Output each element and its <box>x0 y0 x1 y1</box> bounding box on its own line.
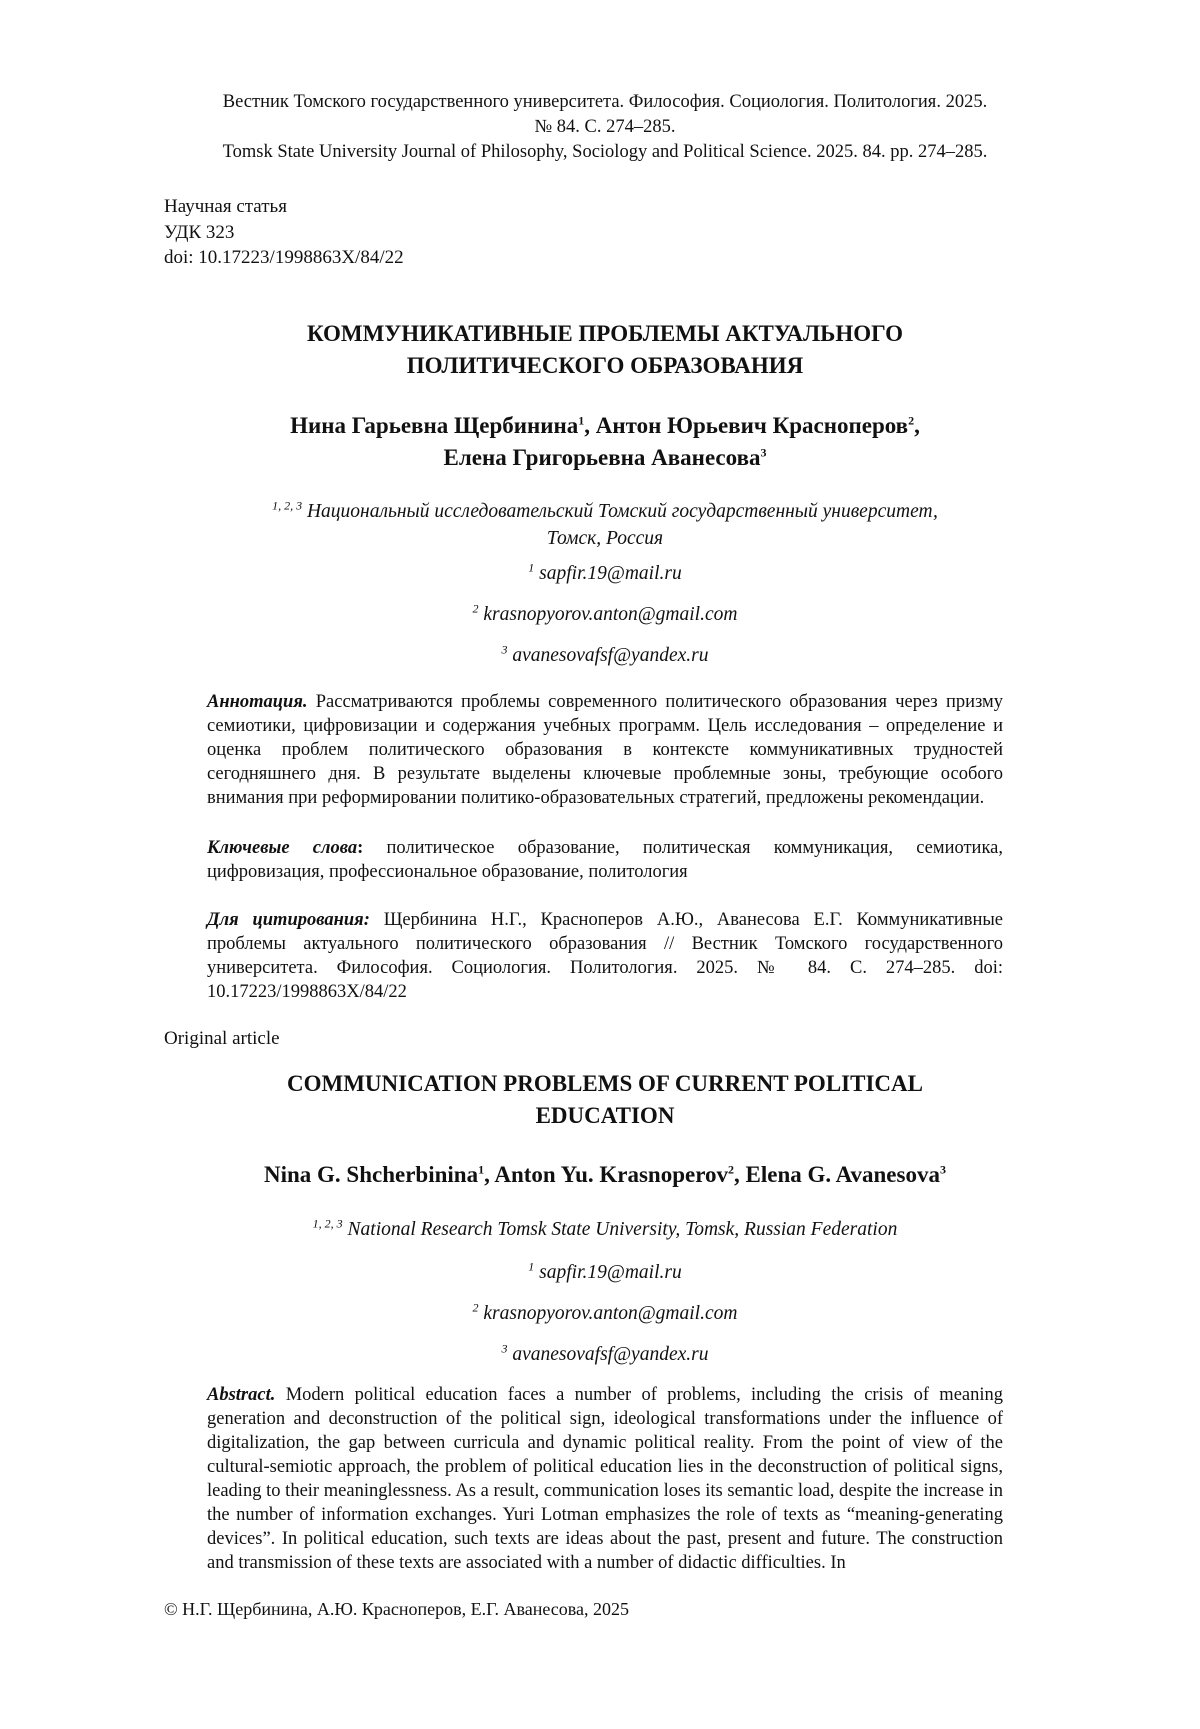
article-type-ru: Научная статья <box>164 196 287 217</box>
citation-ru <box>207 908 1003 1004</box>
author-en-3: Elena G. Avanesova <box>745 1162 940 1187</box>
abstract-ru <box>207 690 1003 810</box>
abstract-en-label: Abstract. <box>207 1385 276 1405</box>
copyright: © Н.Г. Щербинина, А.Ю. Красноперов, Е.Г. Аванесова, 2025 <box>164 1599 630 1619</box>
email-en-1[interactable]: sapfir.19@mail.ru <box>539 1262 682 1283</box>
email-en-3-sup: 3 <box>501 1341 508 1356</box>
article-meta <box>164 194 404 271</box>
email-ru-1-row <box>150 562 1060 587</box>
cite-ru-text: Щербинина Н.Г., Красноперов А.Ю., Аванесова Е.Г. Коммуникативные проблемы актуального политического образования // Вестник Томского государственного университета. Философия. Социология. Политология. 2025. № 84. С. 274–285. doi: 10.17223/1998863X/84/22 <box>207 910 1003 1003</box>
email-ru-3-row <box>150 644 1060 669</box>
email-ru-2[interactable]: krasnopyorov.anton@gmail.com <box>483 604 738 625</box>
affil-en-text: National Research Tomsk State University, Tomsk, Russian Federation <box>347 1219 898 1240</box>
keywords-ru-text: политическое образование, политическая коммуникация, семиотика, цифровизация, профессиональное образование, политология <box>207 838 1004 883</box>
abstract-ru-text: Рассматриваются проблемы современного политического образования через призму семиотики, цифровизации и содержания учебных программ. Цель исследования – определение и оценка проблем политического образования в контексте коммуникативных трудностей сегодняшнего дня. В результате выделены ключевые проблемные зоны, требующие особого внимания при реформировании политико-образовательных стратегий, предложены рекомендации. <box>207 692 1003 809</box>
affil-ru-line1: Национальный исследовательский Томский государственный университет, <box>306 501 938 522</box>
title-ru-line2: ПОЛИТИЧЕСКОГО ОБРАЗОВАНИЯ <box>406 352 804 378</box>
email-ru-1[interactable]: sapfir.19@mail.ru <box>539 563 682 584</box>
author-en-3-sup: 3 <box>939 1162 946 1177</box>
author-ru-2-sup: 2 <box>908 413 915 428</box>
affiliation-en <box>150 1218 1060 1243</box>
authors-ru: Нина Гарьевна Щербинина$^1$, Антон Юрьевич Красноперов$^2$, Елена Григорьевна Аванесова$^3$ <box>290 413 920 470</box>
author-ru-2: Антон Юрьевич Красноперов <box>595 413 909 438</box>
journal-en: Tomsk State University Journal of Philosophy, Sociology and Political Science. 2025. 84. pp. 274–285. <box>222 141 988 162</box>
author-en-2: Anton Yu. Krasnoperov <box>494 1162 729 1187</box>
email-ru-2-row <box>150 603 1060 628</box>
author-ru-1-sup: 1 <box>578 413 585 428</box>
journal-header <box>150 90 1060 165</box>
title-ru-line1: КОММУНИКАТИВНЫЕ ПРОБЛЕМЫ АКТУАЛЬНОГО <box>306 321 904 346</box>
author-ru-3: Елена Григорьевна Аванесова <box>443 444 761 470</box>
title-en-line1: COMMUNICATION PROBLEMS OF CURRENT POLITICAL <box>287 1071 923 1096</box>
email-en-3-row <box>150 1343 1060 1368</box>
journal-ru-line1: Вестник Томского государственного университета. Философия. Социология. Политология. 2025. <box>222 92 988 112</box>
email-en-2-row <box>150 1302 1060 1327</box>
cite-ru-label: Для цитирования: <box>207 910 370 930</box>
article-type-en: Original article <box>164 1028 280 1049</box>
title-en <box>150 1068 1060 1131</box>
authors-en: Nina G. Shcherbinina$^1$, Anton Yu. Krasnoperov$^2$, Elena G. Avanesova$^3$ <box>264 1162 946 1187</box>
abstract-en <box>207 1383 1003 1575</box>
author-ru-1: Нина Гарьевна Щербинина <box>290 413 579 438</box>
author-en-1-sup: 1 <box>478 1162 485 1177</box>
keywords-ru: Ключевые слова: политическое образование, политическая коммуникация, семиотика, цифровизация, профессиональное образование, политология <box>207 838 1004 883</box>
abstract-en-text: Modern political education faces a number of problems, including the crisis of meaning generation and deconstruction of the political sign, ideological transformations under the influence of digitalization, the gap between curricula and dynamic political reality. From the point of view of the cultural-semiotic approach, the problem of political education lies in the deconstruction of political signs, leading to their meaninglessness. As a result, communication loses its semantic load, despite the increase in the number of information exchanges. Yuri Lotman emphasizes the role of texts as “meaning-generating devices”. In political education, such texts are ideas about the past, present and future. The construction and transmission of these texts are associated with a number of didactic difficulties. In <box>207 1385 1004 1574</box>
email-en-2[interactable]: krasnopyorov.anton@gmail.com <box>483 1303 738 1324</box>
journal-ru-line2: № 84. С. 274–285. <box>534 116 676 137</box>
email-ru-3-sup: 3 <box>501 642 508 657</box>
email-en-1-row <box>150 1261 1060 1286</box>
author-ru-3-sup: 3 <box>760 445 767 460</box>
title-en-line2: EDUCATION <box>535 1102 675 1128</box>
email-en-2-sup: 2 <box>472 1300 479 1315</box>
email-ru-3[interactable]: avanesovafsf@yandex.ru <box>512 645 709 666</box>
email-en-3[interactable]: avanesovafsf@yandex.ru <box>512 1344 709 1365</box>
affil-ru-sup: 1, 2, 3 <box>272 498 303 513</box>
keywords-ru-label: Ключевые слова <box>207 838 358 858</box>
doi: doi: 10.17223/1998863X/84/22 <box>164 247 404 269</box>
abstract-ru-label: Аннотация. <box>207 692 308 712</box>
email-en-1-sup: 1 <box>528 1259 535 1274</box>
udc: УДК 323 <box>164 221 235 243</box>
affiliation-ru <box>150 498 1060 553</box>
email-ru-2-sup: 2 <box>472 601 479 616</box>
affil-en-sup: 1, 2, 3 <box>312 1216 343 1231</box>
author-en-2-sup: 2 <box>728 1162 735 1177</box>
affil-ru-line2: Томск, Россия <box>546 528 664 550</box>
title-ru <box>150 318 1060 381</box>
author-en-1: Nina G. Shcherbinina <box>264 1162 479 1187</box>
email-ru-1-sup: 1 <box>528 560 535 575</box>
